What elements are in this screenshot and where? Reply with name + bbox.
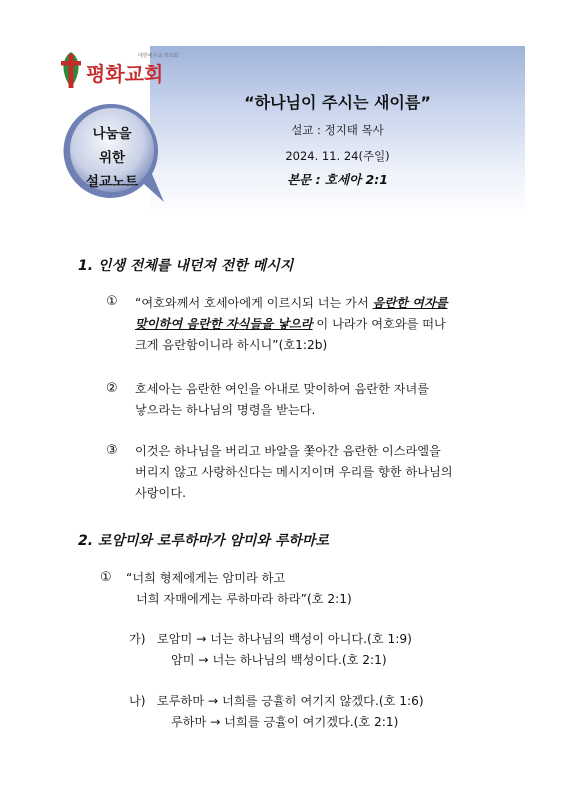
item-line: 너희 자매에게는 루하마라 하라”(호 2:1) (136, 592, 352, 606)
item-marker: ① (100, 570, 112, 585)
item-text: “여호와께서 호세아에게 이르시되 너는 가서 (135, 296, 373, 310)
item-line: 사랑이다. (135, 486, 186, 500)
scripture-reference: 본문 : 호세아 2:1 (287, 172, 388, 187)
bubble-line-3: 설교노트 (85, 174, 139, 190)
section-1-item-2 (135, 379, 429, 421)
item-line: 루하마 → 너희를 긍휼이 여기겠다.(호 2:1) (171, 715, 399, 729)
bubble-line-2: 위한 (98, 150, 126, 166)
item-line (135, 293, 448, 314)
item-line: 로암미 → 너는 하나님의 백성이 아니다.(호 1:9) (157, 632, 412, 646)
item-line: 이것은 하나님을 버리고 바알을 쫓아간 음란한 이스라엘을 (135, 444, 441, 458)
item-line: 버리지 않고 사랑하신다는 메시지이며 우리를 향한 하나님의 (135, 465, 453, 479)
item-marker: ① (106, 294, 118, 309)
sub-item-marker: 가) (129, 632, 146, 646)
bubble-line-1: 나눔을 (92, 126, 132, 142)
highlighted-text: 맞이하여 음란한 자식들을 낳으라 (135, 317, 313, 331)
sub-item-ga (157, 629, 412, 671)
sermon-date: 2024. 11. 24(주일) (285, 149, 390, 163)
cross-icon (58, 50, 84, 90)
item-line (135, 314, 448, 335)
highlighted-text: 음란한 여자를 (372, 296, 448, 310)
section-2-item-1 (126, 568, 352, 610)
preacher-line: 설교 : 정지태 목사 (291, 123, 384, 137)
bubble-label (62, 122, 162, 194)
item-line: “너희 형제에게는 암미라 하고 (126, 571, 286, 585)
sub-item-na (157, 691, 424, 733)
sermon-title: “하나님이 주시는 새이름” (244, 93, 431, 112)
sub-item-marker: 나) (129, 694, 146, 708)
item-marker: ③ (106, 443, 118, 458)
item-text: 이 나라가 여호와를 떠나 (312, 317, 446, 331)
item-line: 크게 음란함이니라 하시니”(호1:2b) (135, 338, 328, 352)
section-1-item-3 (135, 441, 453, 504)
section-1-heading: 1. 인생 전체를 내던져 전한 메시지 (78, 258, 294, 274)
item-line: 암미 → 너는 하나님의 백성이다.(호 2:1) (171, 653, 387, 667)
logo-tagline: 대한예수교 장로회 (138, 53, 179, 59)
section-2-heading: 2. 로암미와 로루하마가 암미와 루하마로 (78, 533, 329, 549)
item-line: 낳으라는 하나님의 명령을 받는다. (135, 403, 316, 417)
church-name: 평화교회 (86, 62, 164, 86)
item-line: 호세아는 음란한 여인을 아내로 맞이하여 음란한 자녀를 (135, 382, 430, 396)
section-1-item-1 (135, 293, 448, 356)
church-logo (58, 48, 179, 88)
item-marker: ② (106, 381, 118, 396)
item-line: 로루하마 → 너희를 긍휼히 여기지 않겠다.(호 1:6) (157, 694, 424, 708)
